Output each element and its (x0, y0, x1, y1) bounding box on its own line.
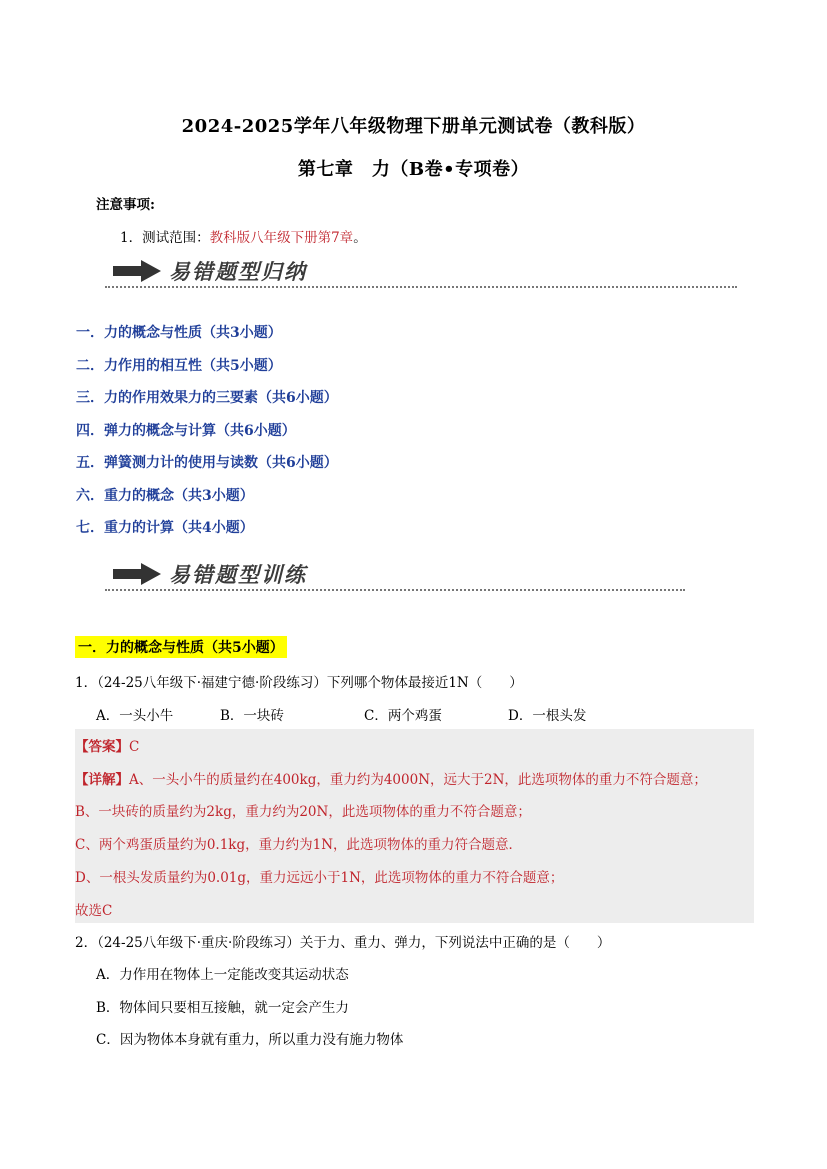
page-subtitle: 第七章 力（B卷•专项卷） (297, 159, 530, 180)
option-c[interactable]: C．因为物体本身就有重力，所以重力没有施力物体 (96, 1032, 404, 1048)
answer-panel (75, 729, 754, 923)
toc-item[interactable]: 二．力作用的相互性（共5小题） (76, 357, 282, 374)
option-c[interactable]: C．两个鸡蛋 (364, 708, 442, 724)
detail-label: 【详解】 (75, 772, 129, 788)
question-1-stem: 1．（24-25八年级下·福建宁德·阶段练习）下列哪个物体最接近1N（ ） (75, 675, 523, 691)
option-b[interactable]: B．一块砖 (220, 708, 284, 724)
toc-item[interactable]: 六．重力的概念（共3小题） (76, 487, 254, 504)
detail-line (75, 768, 707, 788)
toc-item[interactable]: 三．力的作用效果力的三要素（共6小题） (76, 390, 338, 406)
toc-item[interactable]: 一．力的概念与性质（共3小题） (76, 325, 282, 341)
page-title: 2024-2025学年八年级物理下册单元测试卷（教科版） (181, 116, 646, 137)
toc-item[interactable]: 五．弹簧测力计的使用与读数（共6小题） (76, 455, 338, 471)
detail-line: D、一根头发质量约为0.01g，重力远远小于1N，此选项物体的重力不符合题意； (75, 870, 564, 886)
arrow-icon (113, 260, 161, 282)
banner-summary (105, 252, 737, 292)
detail-line: 故选C (75, 903, 113, 919)
banner-summary-text: 易错题型归纳 (169, 259, 307, 284)
answer-line (75, 735, 139, 755)
question-2-stem: 2．（24-25八年级下·重庆·阶段练习）关于力、重力、弹力，下列说法中正确的是（ ） (75, 935, 611, 951)
toc-list (76, 322, 338, 550)
banner-divider (105, 589, 685, 591)
banner-divider (105, 286, 737, 288)
banner-training (105, 555, 685, 595)
option-a[interactable]: A．力作用在物体上一定能改变其运动状态 (96, 967, 349, 983)
arrow-icon (113, 563, 161, 585)
notes-heading: 注意事项: (96, 197, 155, 213)
answer-label: 【答案】 (75, 739, 129, 755)
toc-item[interactable]: 七．重力的计算（共4小题） (76, 520, 254, 536)
option-b[interactable]: B．物体间只要相互接触，就一定会产生力 (96, 1000, 349, 1016)
notes-item-1-prefix: 1．测试范围： (120, 230, 210, 246)
option-a[interactable]: A．一头小牛 (96, 708, 174, 724)
option-d[interactable]: D．一根头发 (508, 708, 587, 724)
toc-item[interactable]: 四．弹力的概念与计算（共6小题） (76, 422, 296, 439)
detail-text: A、一头小牛的质量约在400kg，重力约为4000N，远大于2N，此选项物体的重力不符合题意； (129, 772, 707, 788)
detail-line: B、一块砖的质量约为2kg，重力约为20N，此选项物体的重力不符合题意； (75, 804, 531, 820)
banner-training-text: 易错题型训练 (169, 562, 307, 587)
detail-line: C、两个鸡蛋质量约为0.1kg，重力约为1N，此选项物体的重力符合题意． (75, 837, 523, 853)
answer-value: C (129, 739, 140, 755)
notes-item-1-scope: 教科版八年级下册第7章 (209, 230, 354, 246)
notes-item-1 (120, 226, 367, 246)
section-heading: 一．力的概念与性质（共5小题） (75, 636, 287, 658)
notes-item-1-suffix: 。 (353, 230, 367, 246)
